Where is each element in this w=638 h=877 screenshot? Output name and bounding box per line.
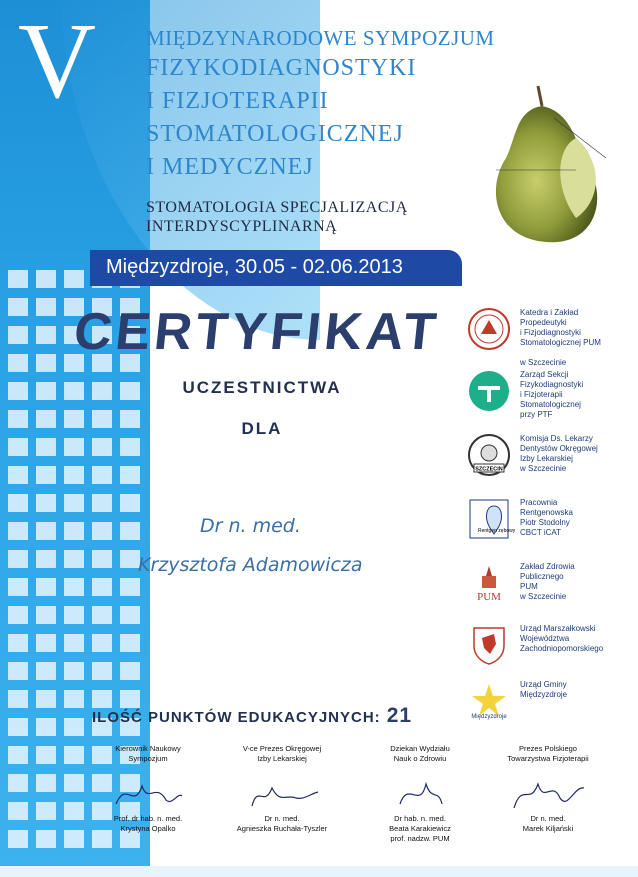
organizer-3-text <box>520 434 598 474</box>
grid-square <box>8 802 28 820</box>
grid-square <box>64 634 84 652</box>
organizer-6 <box>468 624 633 666</box>
signature-name-line: Dr hab. n. med. <box>394 814 446 823</box>
ptf-logo-icon <box>468 370 510 412</box>
signature-name-line: prof. nadzw. PUM <box>390 834 450 843</box>
grid-square <box>36 578 56 596</box>
grid-square <box>36 634 56 652</box>
grid-square <box>36 522 56 540</box>
organizer-line: Izby Lekarskiej <box>520 454 573 463</box>
organizer-line: PUM <box>520 582 538 591</box>
signature-role <box>488 744 608 764</box>
grid-square <box>8 326 28 344</box>
organizer-line: Rentgenowska <box>520 508 573 517</box>
organizer-1 <box>468 308 633 368</box>
education-points <box>92 704 412 728</box>
recipient-degree: Dr n. med. <box>200 515 301 537</box>
signature-scribble <box>108 774 188 814</box>
signature-role-line: Izby Lekarskiej <box>257 754 307 763</box>
grid-square <box>64 802 84 820</box>
symposium-subtitle <box>146 198 408 236</box>
signature-block-2 <box>222 744 342 833</box>
grid-square <box>64 746 84 764</box>
grid-square <box>8 382 28 400</box>
grid-square <box>8 522 28 540</box>
grid-square <box>64 774 84 792</box>
signature-role-line: Kierownik Naukowy <box>115 744 181 753</box>
grid-square <box>120 522 140 540</box>
signature-role <box>222 744 342 764</box>
grid-square <box>64 578 84 596</box>
organizer-line: Urząd Marszałkowski <box>520 624 596 633</box>
organizer-line: CBCT iCAT <box>520 528 562 537</box>
organizer-line: i Fizjoterapii <box>520 390 563 399</box>
recipient-name: Krzysztofa Adamowicza <box>138 554 363 576</box>
organizer-line: Piotr Stodolny <box>520 518 570 527</box>
grid-square <box>120 662 140 680</box>
signature-name <box>222 814 342 834</box>
date-place: Międzyzdroje, 30.05 - 02.06.2013 <box>106 256 403 278</box>
signature-name <box>360 814 480 844</box>
grid-square <box>64 606 84 624</box>
signature-name-line: Dr n. med. <box>530 814 566 823</box>
grid-square <box>36 410 56 428</box>
pum-logo-icon <box>468 562 510 604</box>
grid-square <box>8 494 28 512</box>
grid-square <box>8 270 28 288</box>
grid-square <box>36 802 56 820</box>
grid-square <box>8 466 28 484</box>
organizer-line: Województwa <box>520 634 570 643</box>
organizer-2 <box>468 370 633 420</box>
signature-role-line: Sympozjum <box>128 754 168 763</box>
signature-name-line: Beata Karakiewicz <box>389 824 451 833</box>
signature-name-line: Agnieszka Ruchała-Tyszler <box>236 824 328 833</box>
grid-square <box>8 830 28 848</box>
organizer-6-text <box>520 624 603 654</box>
grid-square <box>64 718 84 736</box>
szczecin-label: SZCZECIN <box>475 466 503 473</box>
grid-square <box>64 382 84 400</box>
signature-scribble <box>380 774 460 814</box>
signature-name-line: Dr n. med. <box>264 814 300 823</box>
organizer-5-text <box>520 562 575 602</box>
organizer-line: Pracownia <box>520 498 558 507</box>
grid-square <box>8 550 28 568</box>
grid-square <box>36 438 56 456</box>
organizer-5 <box>468 562 633 604</box>
grid-square <box>8 718 28 736</box>
grid-square <box>120 438 140 456</box>
title-line-3: I FIZJOTERAPII <box>146 88 329 114</box>
organizer-line: w Szczecinie <box>520 464 567 473</box>
grid-square <box>8 354 28 372</box>
symposium-title <box>146 26 495 183</box>
organizer-7 <box>468 680 633 722</box>
grid-square <box>92 410 112 428</box>
miedzyzdroje-logo-icon <box>468 680 510 722</box>
organizer-line: Zarząd Sekcji <box>520 370 569 379</box>
bottom-edge <box>0 866 638 877</box>
grid-square <box>120 466 140 484</box>
title-line-5: I MEDYCZNEJ <box>146 154 314 180</box>
organizer-line: Dentystów Okręgowej <box>520 444 598 453</box>
grid-square <box>120 606 140 624</box>
grid-square <box>92 662 112 680</box>
grid-square <box>36 746 56 764</box>
grid-square <box>8 438 28 456</box>
grid-square <box>64 466 84 484</box>
signature-role <box>88 744 208 764</box>
grid-square <box>8 410 28 428</box>
xray-lab-logo-icon <box>468 498 516 540</box>
signature-name-line: Prof. dr hab. n. med. <box>113 814 183 823</box>
organizer-7-text <box>520 680 567 700</box>
subtitle-line-2: INTERDYSCYPLINARNĄ <box>146 218 338 235</box>
grid-square <box>64 438 84 456</box>
organizer-line: Stomatologicznej <box>520 400 581 409</box>
grid-square <box>92 634 112 652</box>
organizer-line: w Szczecinie <box>520 592 567 601</box>
grid-square <box>92 382 112 400</box>
organizer-line: Urząd Gminy <box>520 680 567 689</box>
grid-square <box>64 662 84 680</box>
signature-role-line: Prezes Polskiego <box>519 744 577 753</box>
title-line-2: FIZYKODIAGNOSTYKI <box>146 55 417 81</box>
grid-square <box>8 746 28 764</box>
organizer-line: Zachodniopomorskiego <box>520 644 604 653</box>
signature-role-line: Nauk o Zdrowiu <box>393 754 447 763</box>
grid-square <box>36 382 56 400</box>
organizer-line: Fizykodiagnostyki <box>520 380 584 389</box>
grid-square <box>92 466 112 484</box>
grid-square <box>8 634 28 652</box>
grid-square <box>64 830 84 848</box>
bitten-pear-icon <box>476 78 616 248</box>
grid-square <box>64 494 84 512</box>
organizer-line: i Fizjodiagnostyki <box>520 328 581 337</box>
organizer-line: Zakład Zdrowia <box>520 562 575 571</box>
grid-square <box>92 522 112 540</box>
organizer-line: Propedeutyki <box>520 318 567 327</box>
organizer-2-text <box>520 370 583 420</box>
grid-square <box>36 830 56 848</box>
grid-square <box>64 690 84 708</box>
grid-square <box>120 550 140 568</box>
signature-role-line: V-ce Prezes Okręgowej <box>242 744 322 753</box>
signature-name-line: Krystyna Opalko <box>120 824 176 833</box>
organizer-line: Publicznego <box>520 572 564 581</box>
organizer-line: Międzyzdroje <box>520 690 568 699</box>
organizer-line: w Szczecinie <box>520 358 567 367</box>
grid-square <box>8 578 28 596</box>
grid-square <box>36 690 56 708</box>
grid-square <box>64 550 84 568</box>
grid-square <box>8 774 28 792</box>
signature-scribble <box>242 774 322 814</box>
pum-label: PUM <box>477 591 501 603</box>
signature-role <box>360 744 480 764</box>
organizer-line: Katedra i Zakład <box>520 308 579 317</box>
signature-name <box>488 814 608 834</box>
grid-square <box>92 606 112 624</box>
signature-block-3 <box>360 744 480 843</box>
grid-square <box>120 634 140 652</box>
miedzyzdroje-label: Międzyzdroje <box>471 714 507 720</box>
points-value: 21 <box>386 704 413 727</box>
grid-square <box>8 606 28 624</box>
medical-chamber-seal-icon <box>468 434 510 476</box>
grid-square <box>120 410 140 428</box>
grid-square <box>92 550 112 568</box>
grid-square <box>92 438 112 456</box>
grid-square <box>92 578 112 596</box>
grid-square <box>120 382 140 400</box>
grid-square <box>8 690 28 708</box>
signature-name-line: Marek Kiljański <box>522 824 574 833</box>
organizer-line: Stomatologicznej PUM <box>520 338 601 347</box>
grid-square <box>36 466 56 484</box>
signature-role-line: Towarzystwa Fizjoterapii <box>507 754 589 763</box>
organizer-3 <box>468 434 633 476</box>
grid-square <box>64 270 84 288</box>
grid-square <box>120 578 140 596</box>
grid-square <box>8 662 28 680</box>
university-seal-icon <box>468 308 510 350</box>
organizer-1-text <box>520 308 601 368</box>
grid-square <box>92 494 112 512</box>
signature-block-1 <box>88 744 208 833</box>
griffin-coat-of-arms-icon <box>468 624 510 666</box>
grid-square <box>36 662 56 680</box>
grid-square <box>36 550 56 568</box>
organizer-4 <box>468 498 633 540</box>
grid-square <box>120 494 140 512</box>
signature-scribble <box>508 774 588 814</box>
subtitle-line-1: STOMATOLOGIA SPECJALIZACJĄ <box>146 199 408 216</box>
grid-square <box>36 718 56 736</box>
edition-numeral: V <box>18 2 96 121</box>
grid-square <box>36 774 56 792</box>
signature-name <box>88 814 208 834</box>
points-label: ILOŚĆ PUNKTÓW EDUKACYJNYCH: <box>92 709 381 726</box>
grid-square <box>64 410 84 428</box>
title-line-4: STOMATOLOGICZNEJ <box>146 121 404 147</box>
grid-square <box>36 270 56 288</box>
grid-square <box>8 298 28 316</box>
signature-role-line: Dziekan Wydziału <box>390 744 450 753</box>
grid-square <box>36 606 56 624</box>
certificate-title: CERTYFIKAT <box>71 303 443 361</box>
certificate-subtitle: UCZESTNICTWA <box>182 378 342 397</box>
title-line-1: MIĘDZYNARODOWE SYMPOZJUM <box>146 26 495 50</box>
signature-block-4 <box>488 744 608 833</box>
organizer-4-text <box>520 498 573 538</box>
rentgen-label: Rentgen zębowy <box>478 528 516 534</box>
organizer-line: Komisja Ds. Lekarzy <box>520 434 593 443</box>
grid-square <box>64 522 84 540</box>
organizer-line: przy PTF <box>520 410 553 419</box>
organizer-line <box>520 348 601 358</box>
grid-square <box>36 494 56 512</box>
certificate-for: DLA <box>241 419 283 438</box>
